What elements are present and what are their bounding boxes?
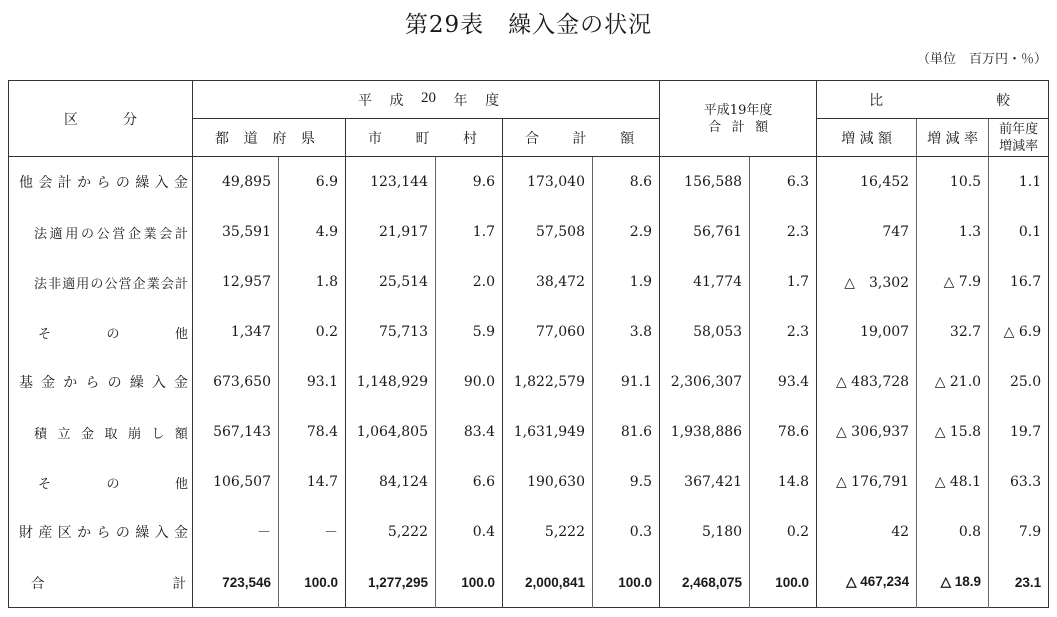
table-cell: 77,060 [503, 307, 593, 357]
row-label-char: 合 [31, 576, 45, 592]
table-cell: 41,774 [660, 257, 750, 307]
table-cell: 567,143 [193, 407, 279, 457]
header-shichoson-char: 市 [368, 130, 382, 147]
table-cell: 2.3 [750, 207, 817, 257]
table-cell: 1.8 [279, 257, 346, 307]
table-cell: 7.9 [989, 507, 1049, 557]
table-cell: 747 [817, 207, 917, 257]
table-row [9, 157, 1049, 208]
table-cell: 16,452 [817, 157, 917, 208]
row-label-char: 入 [151, 375, 166, 391]
table-cell: 49,895 [193, 157, 279, 208]
header-goukei [503, 119, 660, 157]
row-label-char: 額 [174, 426, 188, 442]
table-cell: 100.0 [593, 557, 660, 608]
row-label-char: の [106, 326, 120, 342]
table-cell: 156,588 [660, 157, 750, 208]
table-cell: 2,000,841 [503, 557, 593, 608]
table-cell: 2.0 [436, 257, 503, 307]
row-label-char: 営 [118, 276, 132, 292]
header-todofuken-char: 府 [272, 130, 287, 147]
row-label-char: 業 [146, 276, 160, 292]
table-row [9, 507, 1049, 557]
header-h19-title: 平成19年度 [703, 102, 773, 118]
table-cell: 5,180 [660, 507, 750, 557]
table-cell: △ 18.9 [917, 557, 989, 608]
table-cell: 0.8 [917, 507, 989, 557]
table-cell: 1.3 [917, 207, 989, 257]
header-hikaku-char: 較 [996, 92, 1011, 109]
table-cell: 0.1 [989, 207, 1049, 257]
header-shichoson-char: 村 [463, 130, 477, 147]
header-h19-char: 額 [755, 119, 769, 135]
table-cell: △ 6.9 [989, 307, 1049, 357]
header-zennendo-line1: 前年度 [999, 121, 1039, 137]
row-label-char: 崩 [127, 426, 141, 442]
table-cell: － [193, 507, 279, 557]
table-cell: 2,306,307 [660, 357, 750, 407]
header-h20-char: 平 [358, 92, 372, 109]
row-label-char: し [151, 426, 165, 442]
row-label-char: 繰 [129, 375, 144, 391]
header-todofuken [193, 119, 346, 157]
row-label [9, 257, 193, 307]
header-hikaku-char: 比 [869, 92, 884, 109]
table-cell: 100.0 [750, 557, 817, 608]
table-cell: 1,148,929 [346, 357, 436, 407]
row-label-char: 用 [65, 226, 79, 242]
table-row [9, 557, 1049, 608]
table-row [9, 307, 1049, 357]
row-label-char: ら [96, 175, 111, 191]
row-label-char: の [106, 476, 120, 492]
row-label-char: 金 [174, 525, 188, 541]
row-label-char: 産 [38, 525, 53, 541]
header-h20-char: 年 [453, 92, 468, 109]
table-cell: 8.6 [593, 157, 660, 208]
table-row [9, 407, 1049, 457]
row-label [9, 207, 193, 257]
row-label-char: 適 [49, 226, 63, 242]
row-label-char: か [77, 175, 92, 191]
table-cell: △ 306,937 [817, 407, 917, 457]
table-cell: 10.5 [917, 157, 989, 208]
row-label-char: 企 [132, 276, 146, 292]
table-cell: 9.5 [593, 457, 660, 507]
table-cell: △ 3,302 [817, 257, 917, 307]
table-cell: 1,938,886 [660, 407, 750, 457]
table-cell: 5,222 [503, 507, 593, 557]
table-cell: 6.3 [750, 157, 817, 208]
row-label-char: 用 [76, 276, 90, 292]
row-label-char: 法 [34, 226, 48, 242]
table-cell: 2,468,075 [660, 557, 750, 608]
table-cell: 19.7 [989, 407, 1049, 457]
table-cell: 1,347 [193, 307, 279, 357]
table-cell: △ 483,728 [817, 357, 917, 407]
row-label-char: の [90, 276, 104, 292]
table-cell: 81.6 [593, 407, 660, 457]
table-cell: 75,713 [346, 307, 436, 357]
row-label-char: 公 [104, 276, 118, 292]
header-shichoson-char: 町 [415, 130, 430, 147]
row-label-char: 金 [174, 175, 188, 191]
table-cell: 91.1 [593, 357, 660, 407]
table-cell: 0.2 [750, 507, 817, 557]
header-todofuken-char: 都 [215, 130, 229, 147]
table-cell: 25.0 [989, 357, 1049, 407]
table-cell: 78.4 [279, 407, 346, 457]
table-cell: 1,822,579 [503, 357, 593, 407]
table-cell: 100.0 [279, 557, 346, 608]
table-cell: 673,650 [193, 357, 279, 407]
table-cell: 0.4 [436, 507, 503, 557]
row-label-char: 公 [96, 226, 110, 242]
row-label-char: 非 [48, 276, 62, 292]
table-cell: 1.9 [593, 257, 660, 307]
row-label-char: 財 [19, 525, 33, 541]
row-label [9, 507, 193, 557]
table-cell: 16.7 [989, 257, 1049, 307]
header-kubun-char: 区 [64, 111, 78, 128]
header-h19 [660, 81, 817, 157]
table-cell: △ 21.0 [917, 357, 989, 407]
header-zennendo-line2: 増減率 [999, 138, 1039, 154]
row-label-char: 会 [38, 175, 53, 191]
row-label-char: 金 [80, 426, 94, 442]
header-kubun [9, 81, 193, 157]
table-cell: 56,761 [660, 207, 750, 257]
table-row [9, 257, 1049, 307]
row-label-char: 会 [159, 226, 173, 242]
row-label-char: の [107, 375, 122, 391]
header-h20-char: 成 [389, 92, 404, 109]
table-row [9, 457, 1049, 507]
row-label-char: 金 [173, 375, 188, 391]
header-zougengaku: 増 減 額 [817, 119, 917, 157]
row-label-char: 法 [34, 276, 48, 292]
table-cell: 19,007 [817, 307, 917, 357]
page-title: 第29表 繰入金の状況 [404, 12, 653, 38]
table-cell: 38,472 [503, 257, 593, 307]
table-cell: 6.6 [436, 457, 503, 507]
row-label [9, 407, 193, 457]
table-cell: 93.1 [279, 357, 346, 407]
row-label-char: 繰 [135, 175, 150, 191]
unit-note: （単位 百万円・％） [916, 52, 1047, 67]
table-cell: 63.3 [989, 457, 1049, 507]
table-cell: 1.1 [989, 157, 1049, 208]
row-label-char: そ [38, 326, 52, 342]
table-cell: 14.8 [750, 457, 817, 507]
table-cell: 83.4 [436, 407, 503, 457]
table-cell: 21,917 [346, 207, 436, 257]
table-cell: 25,514 [346, 257, 436, 307]
table-cell: 84,124 [346, 457, 436, 507]
row-label-char: 入 [154, 175, 169, 191]
table-cell: 173,040 [503, 157, 593, 208]
row-label-char: 計 [174, 226, 188, 242]
row-label [9, 157, 193, 208]
table-cell: 5,222 [346, 507, 436, 557]
header-zennendo [989, 119, 1049, 157]
table-cell: △ 48.1 [917, 457, 989, 507]
transfer-table [8, 80, 1049, 608]
header-h20-char: 20 [421, 89, 437, 106]
header-shichoson [346, 119, 503, 157]
table-cell: － [279, 507, 346, 557]
row-label-char: か [77, 525, 92, 541]
table-cell: 6.9 [279, 157, 346, 208]
header-h19-char: 合 [708, 119, 722, 135]
row-label-char: 営 [112, 226, 126, 242]
header-todofuken-char: 道 [243, 130, 258, 147]
table-cell: △ 176,791 [817, 457, 917, 507]
row-label-char: 会 [160, 276, 174, 292]
header-kubun-char: 分 [123, 111, 137, 128]
table-cell: 32.7 [917, 307, 989, 357]
table-cell: 42 [817, 507, 917, 557]
row-label-char: 適 [62, 276, 76, 292]
table-cell: △ 467,234 [817, 557, 917, 608]
row-label [9, 557, 193, 608]
table-cell: △ 7.9 [917, 257, 989, 307]
row-label-char: 入 [154, 525, 169, 541]
header-h20 [193, 81, 660, 119]
header-todofuken-char: 県 [300, 130, 315, 147]
table-cell: 123,144 [346, 157, 436, 208]
header-h19-char: 計 [731, 119, 745, 135]
row-label-char: 他 [19, 175, 33, 191]
header-hikaku [817, 81, 1049, 119]
table-cell: 4.9 [279, 207, 346, 257]
row-label-char: そ [38, 476, 52, 492]
row-label [9, 307, 193, 357]
table-body [9, 157, 1049, 608]
table-cell: 1,064,805 [346, 407, 436, 457]
row-label-char: 企 [127, 226, 141, 242]
table-cell: 1.7 [436, 207, 503, 257]
table-cell: 0.3 [593, 507, 660, 557]
table-cell: 78.6 [750, 407, 817, 457]
table-cell: 1,631,949 [503, 407, 593, 457]
table-cell: △ 15.8 [917, 407, 989, 457]
table-cell: 12,957 [193, 257, 279, 307]
row-label-char: ら [96, 525, 111, 541]
row-label-char: 計 [57, 175, 72, 191]
row-label-char: の [80, 226, 94, 242]
row-label-char: 業 [143, 226, 157, 242]
row-label-char: 立 [57, 426, 71, 442]
table-cell: 2.3 [750, 307, 817, 357]
table-row [9, 357, 1049, 407]
row-label-char: 基 [19, 375, 33, 391]
row-label-char: 計 [174, 276, 188, 292]
table-cell: 57,508 [503, 207, 593, 257]
row-label-char: 他 [174, 326, 188, 342]
row-label-char: か [63, 375, 78, 391]
table-cell: 58,053 [660, 307, 750, 357]
table-cell: 5.9 [436, 307, 503, 357]
table-row [9, 207, 1049, 257]
table-cell: 100.0 [436, 557, 503, 608]
row-label [9, 357, 193, 407]
row-label-char: 他 [174, 476, 188, 492]
header-goukei-char: 額 [620, 130, 635, 147]
table-cell: 2.9 [593, 207, 660, 257]
header-goukei-char: 計 [572, 130, 587, 147]
row-label-char: 取 [104, 426, 118, 442]
row-label [9, 457, 193, 507]
table-cell: 35,591 [193, 207, 279, 257]
row-label-char: の [115, 175, 130, 191]
table-cell: 106,507 [193, 457, 279, 507]
table-cell: 14.7 [279, 457, 346, 507]
table-cell: 90.0 [436, 357, 503, 407]
table-cell: 1.7 [750, 257, 817, 307]
table-cell: 0.2 [279, 307, 346, 357]
row-label-char: 金 [41, 375, 56, 391]
table-cell: 93.4 [750, 357, 817, 407]
header-zougenritsu: 増 減 率 [917, 119, 989, 157]
header-h20-char: 度 [485, 92, 500, 109]
table-cell: 1,277,295 [346, 557, 436, 608]
table-cell: 723,546 [193, 557, 279, 608]
table-cell: 9.6 [436, 157, 503, 208]
row-label-char: 積 [34, 426, 48, 442]
row-label-char: 計 [172, 576, 186, 592]
row-label-char: の [115, 525, 130, 541]
table-cell: 3.8 [593, 307, 660, 357]
row-label-char: 区 [57, 525, 72, 541]
header-goukei-char: 合 [525, 130, 539, 147]
row-label-char: ら [85, 375, 100, 391]
table-cell: 367,421 [660, 457, 750, 507]
table-cell: 23.1 [989, 557, 1049, 608]
table-cell: 190,630 [503, 457, 593, 507]
row-label-char: 繰 [135, 525, 150, 541]
